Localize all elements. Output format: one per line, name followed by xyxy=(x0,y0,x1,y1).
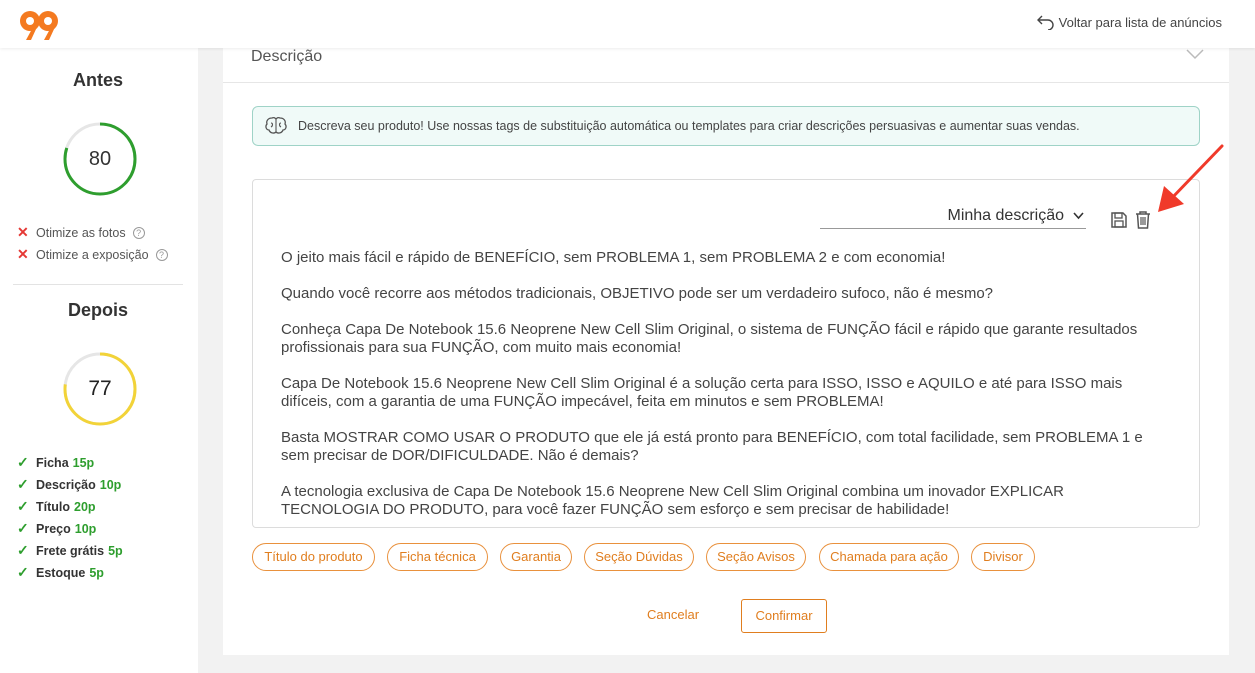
check-icon: ✓ xyxy=(17,498,29,514)
description-text[interactable] xyxy=(281,249,1151,528)
check-icon: ✓ xyxy=(17,542,29,558)
check-points: 5p xyxy=(89,565,104,580)
score-sidebar xyxy=(0,48,198,673)
check-label: Descrição xyxy=(36,477,96,492)
help-icon[interactable]: ? xyxy=(156,249,168,261)
description-paragraph: Capa De Notebook 15.6 Neoprene New Cell Slim Original é a solução certa para ISSO, ISSO e AQUILO e até para ISSO mais difíceis, com a garantia de uma FUNÇÃO impecável, feita em minutos e sem PROBLEMA! xyxy=(281,375,1123,410)
info-text: Descreva seu produto! Use nossas tags de substituição automática ou templates para criar descrições persuasivas e aumentar suas vendas. xyxy=(298,119,1080,133)
before-title: Antes xyxy=(72,70,123,90)
check-item xyxy=(17,542,123,559)
check-label: Ficha xyxy=(36,455,69,470)
check-label: Frete grátis xyxy=(36,543,105,558)
description-card xyxy=(223,30,1229,655)
check-label: Preço xyxy=(36,521,71,536)
confirm-button[interactable]: Confirmar xyxy=(741,599,827,633)
check-item xyxy=(17,564,104,581)
check-icon: ✓ xyxy=(17,520,29,536)
tip-label: Otimize as fotos xyxy=(36,225,126,240)
cancel-button[interactable]: Cancelar xyxy=(647,607,700,622)
check-points: 10p xyxy=(99,477,122,492)
check-points: 5p xyxy=(108,543,123,558)
check-label: Estoque xyxy=(36,565,86,580)
before-score-ring xyxy=(63,122,137,196)
tag-product-title[interactable]: Título do produto xyxy=(252,543,375,571)
check-icon: ✓ xyxy=(17,476,29,492)
error-x-icon: ✕ xyxy=(17,224,29,240)
app-logo-icon[interactable] xyxy=(18,9,60,41)
tip-item xyxy=(17,224,145,241)
back-arrow-icon xyxy=(1036,14,1055,30)
tip-item xyxy=(17,246,168,263)
error-x-icon: ✕ xyxy=(17,246,29,262)
template-select[interactable] xyxy=(820,207,1086,229)
after-score-ring xyxy=(63,352,137,426)
tag-warranty[interactable]: Garantia xyxy=(500,543,572,571)
back-link-label: Voltar para lista de anúncios xyxy=(1058,14,1222,30)
tip-label: Otimize a exposição xyxy=(36,247,149,262)
description-paragraph: Basta MOSTRAR COMO USAR O PRODUTO que ele já está pronto para BENEFÍCIO, com total facilidade, sem PROBLEMA 1 e sem precisar de DOR/DIFICULDADE. Não é demais? xyxy=(281,429,1143,464)
top-bar xyxy=(0,0,1255,48)
section-title: Descrição xyxy=(251,48,323,65)
tag-divider[interactable]: Divisor xyxy=(971,543,1035,571)
chevron-down-icon[interactable] xyxy=(1186,48,1204,60)
check-item xyxy=(17,520,96,537)
check-points: 10p xyxy=(74,521,97,536)
tag-questions-section[interactable]: Seção Dúvidas xyxy=(584,543,694,571)
check-points: 20p xyxy=(74,499,96,514)
check-item xyxy=(17,498,96,515)
after-title: Depois xyxy=(67,300,128,320)
help-icon[interactable]: ? xyxy=(133,227,145,239)
info-banner xyxy=(252,106,1200,146)
tag-call-to-action[interactable]: Chamada para ação xyxy=(819,543,959,571)
brain-icon xyxy=(264,116,288,136)
annotation-arrow-icon xyxy=(1150,138,1230,218)
save-icon[interactable] xyxy=(1110,210,1128,230)
back-to-listings-link[interactable] xyxy=(1036,14,1222,30)
before-score-value: 80 xyxy=(88,148,112,170)
check-item xyxy=(17,454,94,471)
chevron-down-icon xyxy=(1073,212,1084,220)
description-paragraph: O jeito mais fácil e rápido de BENEFÍCIO, sem PROBLEMA 1, sem PROBLEMA 2 e com economia! xyxy=(281,249,946,266)
description-editor[interactable] xyxy=(252,179,1200,528)
check-icon: ✓ xyxy=(17,564,29,580)
after-score-value: 77 xyxy=(88,377,112,400)
check-item xyxy=(17,476,121,493)
sidebar-divider xyxy=(13,284,183,285)
check-icon: ✓ xyxy=(17,454,29,470)
template-select-value: Minha descrição xyxy=(947,207,1064,224)
tag-technical-sheet[interactable]: Ficha técnica xyxy=(387,543,488,571)
tag-notices-section[interactable]: Seção Avisos xyxy=(706,543,806,571)
description-paragraph: Quando você recorre aos métodos tradicionais, OBJETIVO pode ser um verdadeiro sufoco, não é mesmo? xyxy=(281,285,994,302)
description-paragraph: A tecnologia exclusiva de Capa De Notebook 15.6 Neoprene New Cell Slim Original combina um inovador EXPLICAR TECNOLOGIA DO PRODUTO, para você fazer FUNÇÃO sem esforço e sem precisar de habilidade! xyxy=(281,483,1064,518)
check-points: 15p xyxy=(72,455,95,470)
check-label: Título xyxy=(36,499,71,514)
description-paragraph: Conheça Capa De Notebook 15.6 Neoprene New Cell Slim Original, o sistema de FUNÇÃO fácil e rápido que garante resultados profissionais para sua FUNÇÃO, com muito mais economia! xyxy=(281,321,1138,356)
